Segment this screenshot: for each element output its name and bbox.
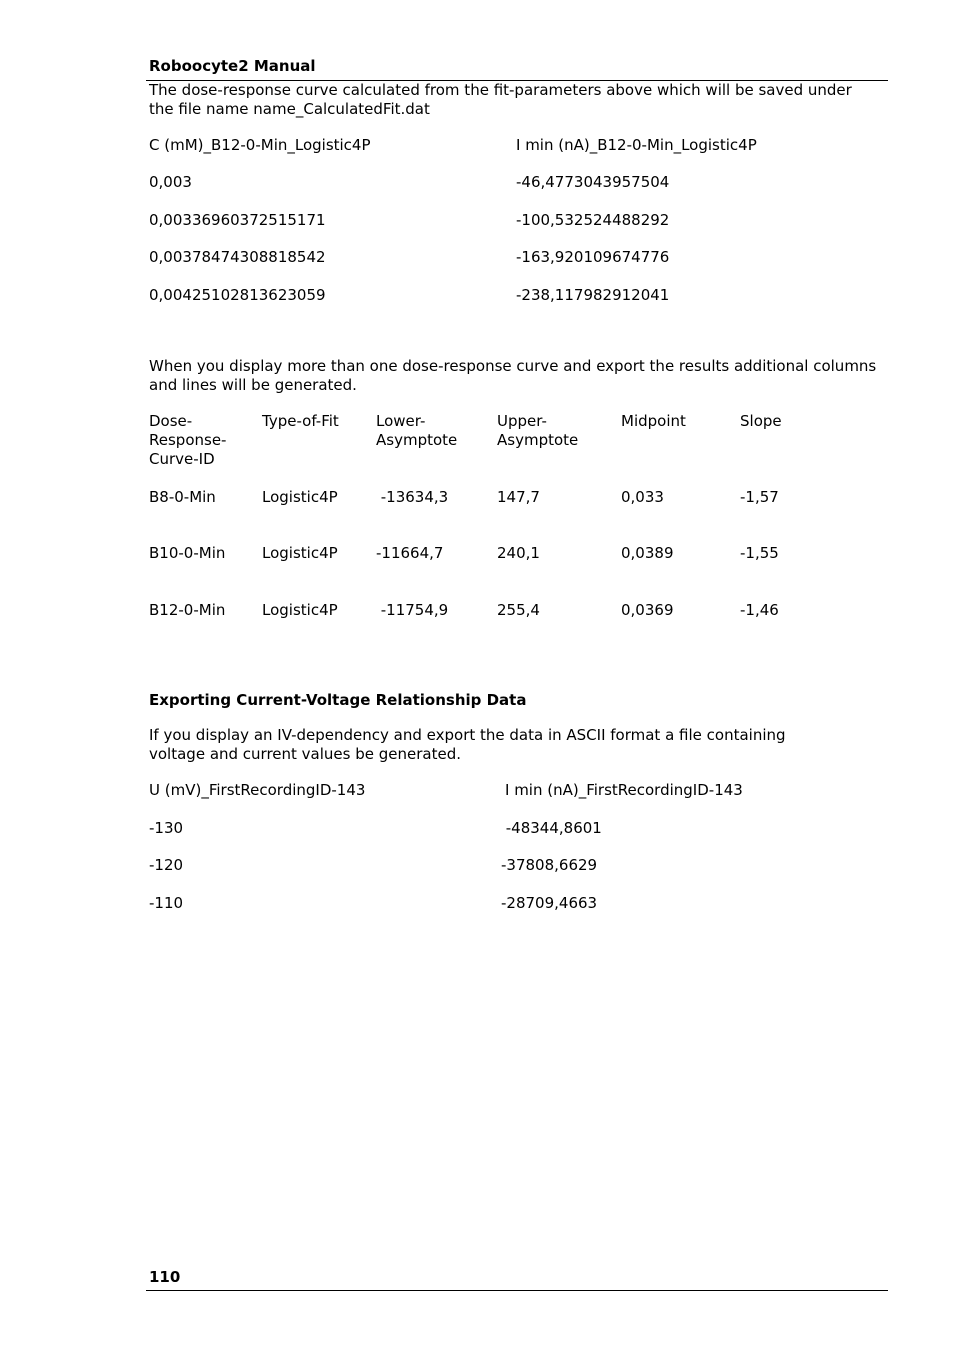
table-header-cell: Type-of-Fit	[262, 412, 339, 430]
table-cell: -238,117982912041	[516, 286, 670, 304]
table-cell: -163,920109674776	[516, 248, 670, 266]
table-cell: 0,00378474308818542	[149, 248, 326, 266]
table-header-cell: Slope	[740, 412, 782, 430]
table-cell: 0,00336960372515171	[149, 211, 326, 229]
table-cell: -1,46	[740, 601, 779, 619]
table-cell: Logistic4P	[262, 488, 338, 506]
page-number: 110	[149, 1268, 181, 1286]
table-cell: -28709,4663	[501, 894, 598, 912]
table-cell: -46,4773043957504	[516, 173, 670, 191]
table-cell: -100,532524488292	[516, 211, 670, 229]
table-header-cell: Upper-Asymptote	[497, 412, 579, 449]
table-header-cell: Dose-Response-Curve-ID	[149, 412, 227, 468]
table-cell: 240,1	[497, 544, 540, 562]
table-header-cell: C (mM)_B12-0-Min_Logistic4P	[149, 136, 371, 154]
table-header-cell: I min (nA)_FirstRecordingID-143	[505, 781, 743, 799]
table-cell: -130	[149, 819, 184, 837]
table-cell: -11754,9	[376, 601, 449, 619]
table-cell: 255,4	[497, 601, 540, 619]
table-cell: B12-0-Min	[149, 601, 226, 619]
section2-intro: When you display more than one dose-response curve and export the results additional columns and lines will be generated.	[149, 357, 877, 394]
section-heading: Exporting Current-Voltage Relationship Data	[149, 691, 527, 709]
table-header-cell: I min (nA)_B12-0-Min_Logistic4P	[516, 136, 757, 154]
table-cell: 0,00425102813623059	[149, 286, 326, 304]
table-cell: 0,0389	[621, 544, 674, 562]
table-cell: B8-0-Min	[149, 488, 216, 506]
table-cell: -13634,3	[376, 488, 449, 506]
table-cell: Logistic4P	[262, 601, 338, 619]
table-cell: -1,55	[740, 544, 779, 562]
table-cell: Logistic4P	[262, 544, 338, 562]
table-cell: 0,003	[149, 173, 192, 191]
table-header-cell: Lower-Asymptote	[376, 412, 458, 449]
table-cell: -110	[149, 894, 184, 912]
table-cell: -37808,6629	[501, 856, 598, 874]
footer-rule	[146, 1290, 888, 1291]
table-cell: -120	[149, 856, 184, 874]
table-cell: -48344,8601	[501, 819, 602, 837]
section1-intro: The dose-response curve calculated from the fit-parameters above which will be saved under the file name name_CalculatedFit.dat	[149, 81, 852, 118]
table-cell: 147,7	[497, 488, 540, 506]
table-cell: 0,033	[621, 488, 664, 506]
table-header-cell: U (mV)_FirstRecordingID-143	[149, 781, 366, 799]
table-cell: -1,57	[740, 488, 779, 506]
table-cell: 0,0369	[621, 601, 674, 619]
table-header-cell: Midpoint	[621, 412, 686, 430]
section3-intro: If you display an IV-dependency and export the data in ASCII format a file containing voltage and current values be generated.	[149, 726, 786, 763]
table-cell: B10-0-Min	[149, 544, 226, 562]
running-header: Roboocyte2 Manual	[149, 57, 316, 75]
table-cell: -11664,7	[376, 544, 444, 562]
